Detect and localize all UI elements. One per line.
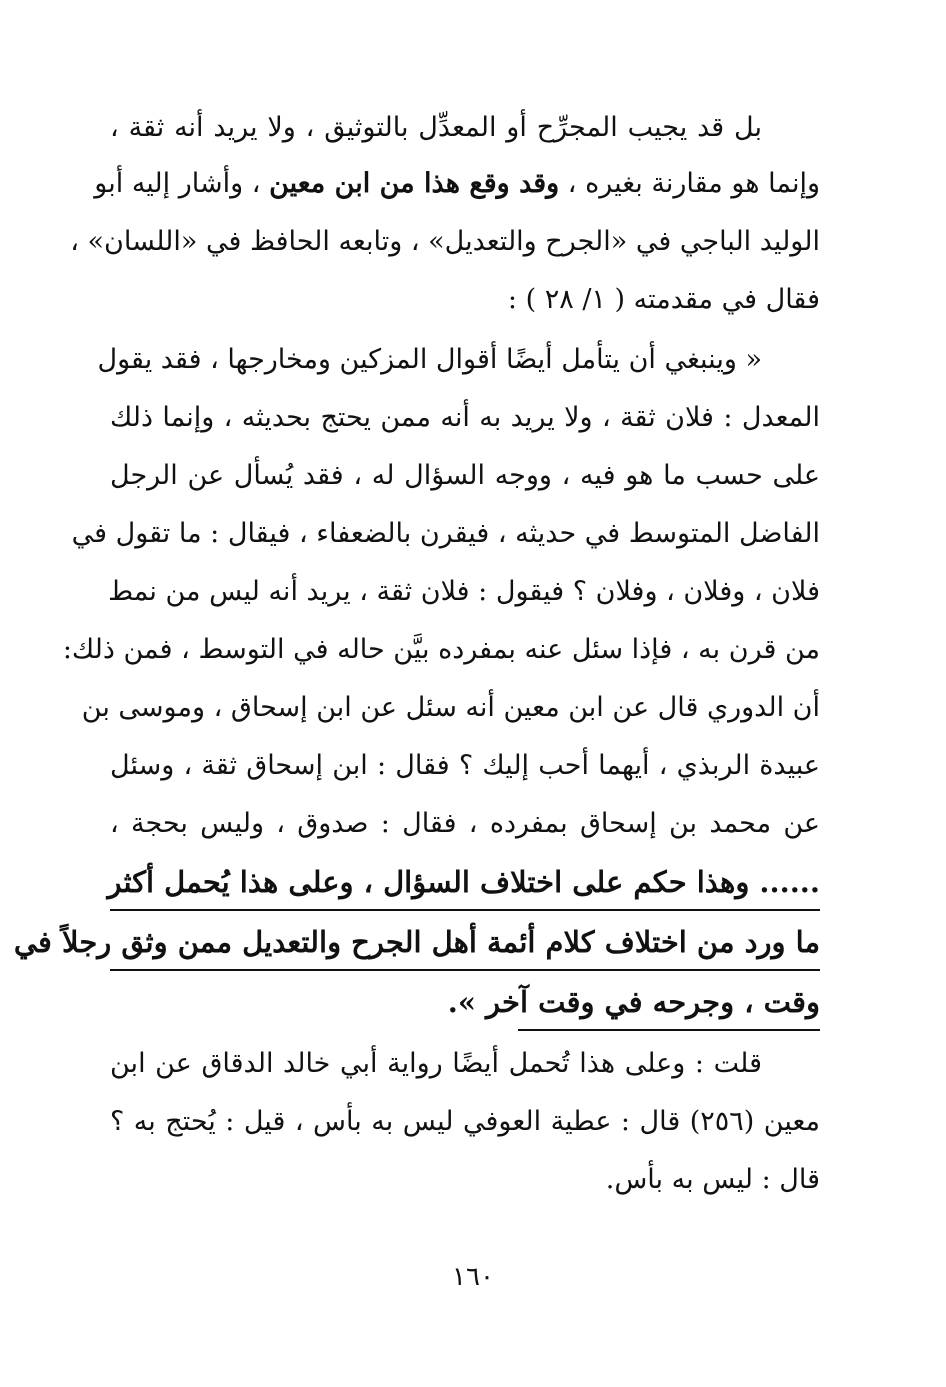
intro-bold-text: وقد وقع هذا من ابن معين (269, 168, 560, 199)
underline-rule (110, 909, 820, 911)
quote-line: على حسب ما هو فيه ، ووجه السؤال له ، فقد يُسأل عن الرجل (110, 460, 820, 491)
quote-line: أن الدوري قال عن ابن معين أنه سئل عن ابن إسحاق ، وموسى بن (81, 692, 820, 723)
intro-text: وإنما هو مقارنة بغيره ، (559, 168, 820, 199)
intro-text: فقال في مقدمته ( ١/ ٢٨ ) : (507, 284, 820, 315)
intro-line-3 (70, 222, 820, 262)
underline-rule (110, 969, 820, 971)
intro-text: الوليد الباجي في «الجرح والتعديل» ، وتابعه الحافظ في «اللسان» ، (70, 226, 820, 257)
quote-line: عن محمد بن إسحاق بمفرده ، فقال : صدوق ، وليس بحجة ، (110, 808, 820, 839)
underline-rule (518, 1029, 820, 1031)
quote-line: الفاضل المتوسط في حديثه ، فيقرن بالضعفاء ، فيقال : ما تقول في (71, 518, 820, 549)
emphasis-line: ما ورد من اختلاف كلام أئمة أهل الجرح والتعديل ممن وثق رجلاً في (13, 925, 820, 959)
intro-text: ، وأشار إليه أبو (94, 168, 270, 199)
note-line: قلت : وعلى هذا تُحمل أيضًا رواية أبي خالد الدقاق عن ابن (110, 1048, 762, 1079)
quote-line: « وينبغي أن يتأمل أيضًا أقوال المزكين ومخارجها ، فقد يقول (97, 344, 762, 375)
quote-line: فلان ، وفلان ، وفلان ؟ فيقول : فلان ثقة ، يريد أنه ليس من نمط (108, 576, 820, 607)
intro-line-2 (94, 164, 820, 204)
intro-line-4 (110, 280, 820, 320)
page-number: ١٦٠ (452, 1262, 494, 1292)
emphasis-line: وقت ، وجرحه في وقت آخر ». (447, 985, 820, 1019)
quote-line: من قرن به ، فإذا سئل عنه بمفرده بيَّن حاله في التوسط ، فمن ذلك: (62, 634, 820, 665)
quote-line: عبيدة الربذي ، أيهما أحب إليك ؟ فقال : ابن إسحاق ثقة ، وسئل (110, 750, 820, 781)
emphasis-line: ...... وهذا حكم على اختلاف السؤال ، وعلى هذا يُحمل أكثر (107, 865, 820, 899)
intro-line-1 (110, 108, 820, 148)
intro-text: بل قد يجيب المجرِّح أو المعدِّل بالتوثيق ، ولا يريد أنه ثقة ، (110, 112, 762, 143)
note-line: معين (٢٥٦) قال : عطية العوفي ليس به بأس ، قيل : يُحتج به ؟ (110, 1106, 820, 1137)
quote-line: المعدل : فلان ثقة ، ولا يريد به أنه ممن يحتج بحديثه ، وإنما ذلك (110, 402, 820, 433)
note-line: قال : ليس به بأس. (605, 1164, 820, 1195)
